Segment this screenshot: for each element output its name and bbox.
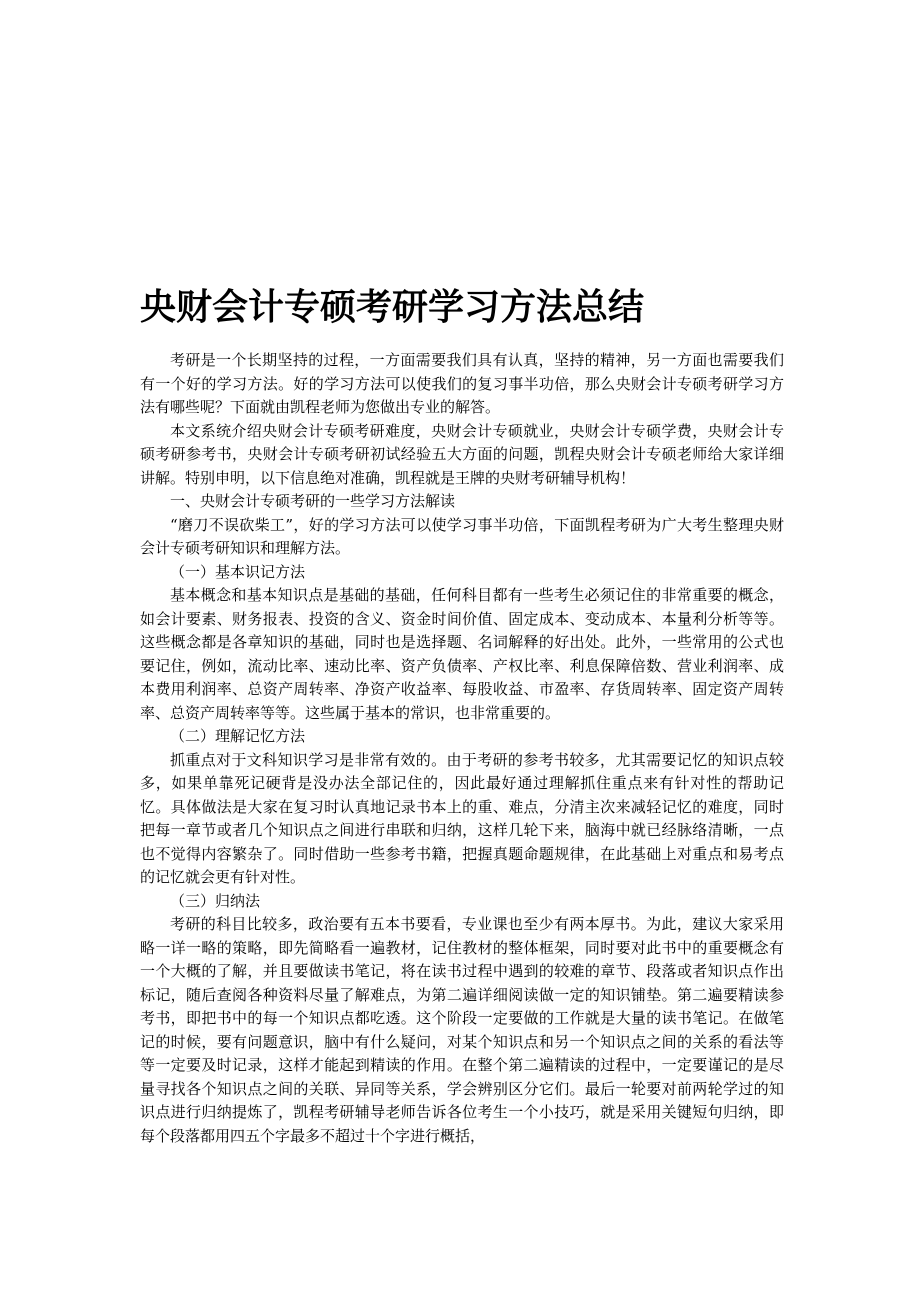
- method2-heading: （二）理解记忆方法: [170, 727, 306, 745]
- method3-heading: （三）归纳法: [170, 891, 261, 910]
- method2-paragraph: 抓重点对于文科知识学习是非常有效的。由于考研的参考书较多，尤其需要记忆的知识点较多，如果单靠死记硬背是没办法全部记住的，因此最好通过理解抓住重点来有针对性的帮助记忆。具体做法是大家在复习时认真地记录书本上的重、难点，分清主次来减轻记忆的难度，同时把每一章节或者几个知识点之间进行串联和归纳，这样几轮下来，脑海中就已经脉络清晰，一点也不觉得内容繁杂了。同时借助一些参考书籍，把握真题命题规律，在此基础上对重点和易考点的记忆就会更有针对性。: [140, 750, 784, 886]
- overview-paragraph: 本文系统介绍央财会计专硕考研难度，央财会计专硕就业，央财会计专硕学费，央财会计专硕考研参考书，央财会计专硕考研初试经验五大方面的问题，凯程央财会计专硕老师给大家详细讲解。特别申明，以下信息绝对准确，凯程就是王牌的央财考研辅导机构！: [140, 421, 784, 487]
- document-title: 央财会计专硕考研学习方法总结: [140, 286, 645, 328]
- method1-paragraph: 基本概念和基本知识点是基础的基础，任何科目都有一些考生必须记住的非常重要的概念，如会计要素、财务报表、投资的含义、资金时间价值、固定成本、变动成本、本量利分析等等。这些概念都是各章知识的基础，同时也是选择题、名词解释的好出处。此外，一些常用的公式也要记住，例如，流动比率、速动比率、资产负债率、产权比率、利息保障倍数、营业利润率、成本费用利润率、总资产周转率、净资产收益率、每股收益、市盈率、存货周转率、固定资产周转率、总资产周转率等等。这些属于基本的常识，也非常重要的。: [140, 586, 784, 722]
- method3-paragraph: 考研的科目比较多，政治要有五本书要看，专业课也至少有两本厚书。为此，建议大家采用略一详一略的策略，即先简略看一遍教材，记住教材的整体框架，同时要对此书中的重要概念有一个大概的了解，并且要做读书笔记，将在读书过程中遇到的较难的章节、段落或者知识点作出标记，随后查阅各种资料尽量了解难点，为第二遍详细阅读做一定的知识铺垫。第二遍要精读参考书，即把书中的每一个知识点都吃透。这个阶段一定要做的工作就是大量的读书笔记。在做笔记的时候，要有问题意识，脑中有什么疑问，对某个知识点和另一个知识点之间的关系的看法等等一定要及时记录，这样才能起到精读的作用。在整个第二遍精读的过程中，一定要谨记的是尽量寻找各个知识点之间的关联、异同等关系，学会辨别区分它们。最后一轮要对前两轮学过的知识点进行归纳提炼了，凯程考研辅导老师告诉各位考生一个小技巧，就是采用关键短句归纳，即每个段落都用四五个字最多不超过十个字进行概括，: [140, 915, 784, 1145]
- method1-heading: （一）基本识记方法: [170, 562, 306, 581]
- section-heading: 一、央财会计专硕考研的一些学习方法解读: [170, 492, 456, 510]
- intro-paragraph: 考研是一个长期坚持的过程，一方面需要我们具有认真，坚持的精神，另一方面也需要我们有一个好的学习方法。好的学习方法可以使我们的复习事半功倍，那么央财会计专硕考研学习方法有哪些呢？下面就由凯程老师为您做出专业的解答。: [140, 351, 784, 416]
- document-body: [140, 349, 784, 1148]
- section-intro-paragraph: “磨刀不误砍柴工”，好的学习方法可以使学习事半功倍，下面凯程考研为广大考生整理央财会计专硕考研知识和理解方法。: [140, 515, 784, 557]
